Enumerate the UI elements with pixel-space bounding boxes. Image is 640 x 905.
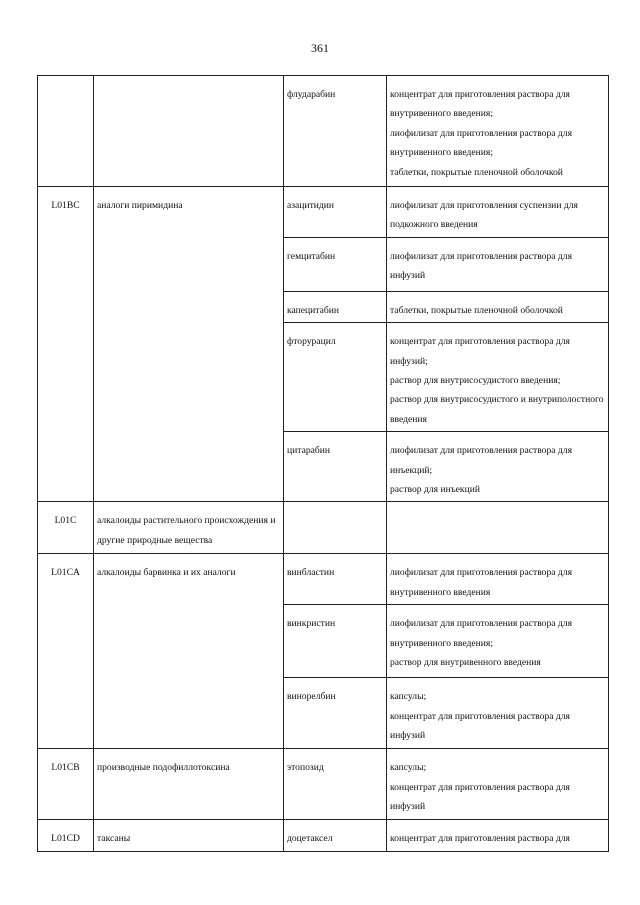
dosage-form-line: концентрат для приготовления раствора для внутривенного введения; bbox=[390, 89, 570, 120]
dosage-form-line: лиофилизат для приготовления раствора для инфузий bbox=[390, 250, 572, 282]
page-number: 361 bbox=[311, 41, 329, 55]
dosage-form-line: капсулы; bbox=[390, 762, 427, 774]
dosage-form-cell bbox=[387, 432, 609, 502]
dosage-form-line: концентрат для приготовления раствора для bbox=[390, 833, 570, 845]
group-name-cell: алкалоиды растительного происхождения и другие природные вещества bbox=[94, 502, 284, 554]
dosage-form-line: раствор для внутривенного введения bbox=[390, 657, 541, 669]
dosage-form-cell bbox=[387, 291, 609, 322]
drug-name-cell: этопозид bbox=[284, 749, 387, 820]
group-name-cell bbox=[94, 76, 284, 187]
table-row bbox=[38, 502, 609, 554]
dosage-form-line: концентрат для приготовления раствора для инфузий; bbox=[390, 336, 570, 367]
drug-table-body bbox=[38, 76, 609, 852]
dosage-form-line: раствор для внутрисосудистого введения; bbox=[390, 375, 561, 387]
dosage-form-line: лиофилизат для приготовления раствора для инъекций; bbox=[390, 445, 572, 476]
drug-name-cell: гемцитабин bbox=[284, 237, 387, 291]
group-name-cell: таксаны bbox=[94, 820, 284, 851]
drug-name-cell bbox=[284, 502, 387, 554]
dosage-form-line: лиофилизат для приготовления раствора для внутривенного введения; bbox=[390, 127, 572, 159]
drug-name-cell: флударабин bbox=[284, 76, 387, 187]
dosage-form-line: раствор для инъекций bbox=[390, 484, 480, 496]
drug-name-cell: азацитидин bbox=[284, 187, 387, 238]
dosage-form-cell bbox=[387, 76, 609, 187]
atc-code-cell bbox=[38, 76, 94, 187]
drug-name-cell: винбластин bbox=[284, 554, 387, 605]
drug-name-cell: винорелбин bbox=[284, 678, 387, 749]
table-row bbox=[38, 76, 609, 187]
table-row bbox=[38, 554, 609, 605]
dosage-form-cell bbox=[387, 749, 609, 820]
dosage-form-cell bbox=[387, 554, 609, 605]
dosage-form-cell bbox=[387, 187, 609, 238]
dosage-form-cell bbox=[387, 678, 609, 749]
dosage-form-line: лиофилизат для приготовления суспензии для подкожного введения bbox=[390, 200, 578, 231]
drug-name-cell: капецитабин bbox=[284, 291, 387, 322]
atc-code-cell: L01BC bbox=[38, 187, 94, 502]
atc-code-cell: L01CD bbox=[38, 820, 94, 851]
dosage-form-cell bbox=[387, 502, 609, 554]
group-name-cell: аналоги пиримидина bbox=[94, 187, 284, 502]
group-name-cell: производные подофиллотоксина bbox=[94, 749, 284, 820]
atc-code-cell: L01CA bbox=[38, 554, 94, 749]
atc-code-cell: L01CB bbox=[38, 749, 94, 820]
group-name-cell: алкалоиды барвинка и их аналоги bbox=[94, 554, 284, 749]
dosage-form-cell bbox=[387, 237, 609, 291]
dosage-form-line: таблетки, покрытые пленочной оболочкой bbox=[390, 166, 563, 178]
table-row bbox=[38, 749, 609, 820]
table-row bbox=[38, 820, 609, 851]
drug-name-cell: цитарабин bbox=[284, 432, 387, 502]
atc-code-cell: L01C bbox=[38, 502, 94, 554]
dosage-form-line: таблетки, покрытые пленочной оболочкой bbox=[390, 304, 563, 316]
dosage-form-cell bbox=[387, 605, 609, 678]
dosage-form-cell bbox=[387, 323, 609, 432]
dosage-form-line: капсулы; bbox=[390, 691, 427, 703]
drug-name-cell: фторурацил bbox=[284, 323, 387, 432]
dosage-form-line: раствор для внутрисосудистого и внутриполостного введения bbox=[390, 394, 604, 425]
drug-table bbox=[37, 75, 609, 852]
dosage-form-line: концентрат для приготовления раствора для инфузий bbox=[390, 710, 570, 742]
dosage-form-cell bbox=[387, 820, 609, 851]
drug-name-cell: винкристин bbox=[284, 605, 387, 678]
dosage-form-line: лиофилизат для приготовления раствора для внутривенного введения bbox=[390, 567, 572, 598]
table-row bbox=[38, 187, 609, 238]
drug-name-cell: доцетаксел bbox=[284, 820, 387, 851]
dosage-form-line: концентрат для приготовления раствора для инфузий bbox=[390, 781, 570, 813]
dosage-form-line: лиофилизат для приготовления раствора для внутривенного введения; bbox=[390, 618, 572, 649]
